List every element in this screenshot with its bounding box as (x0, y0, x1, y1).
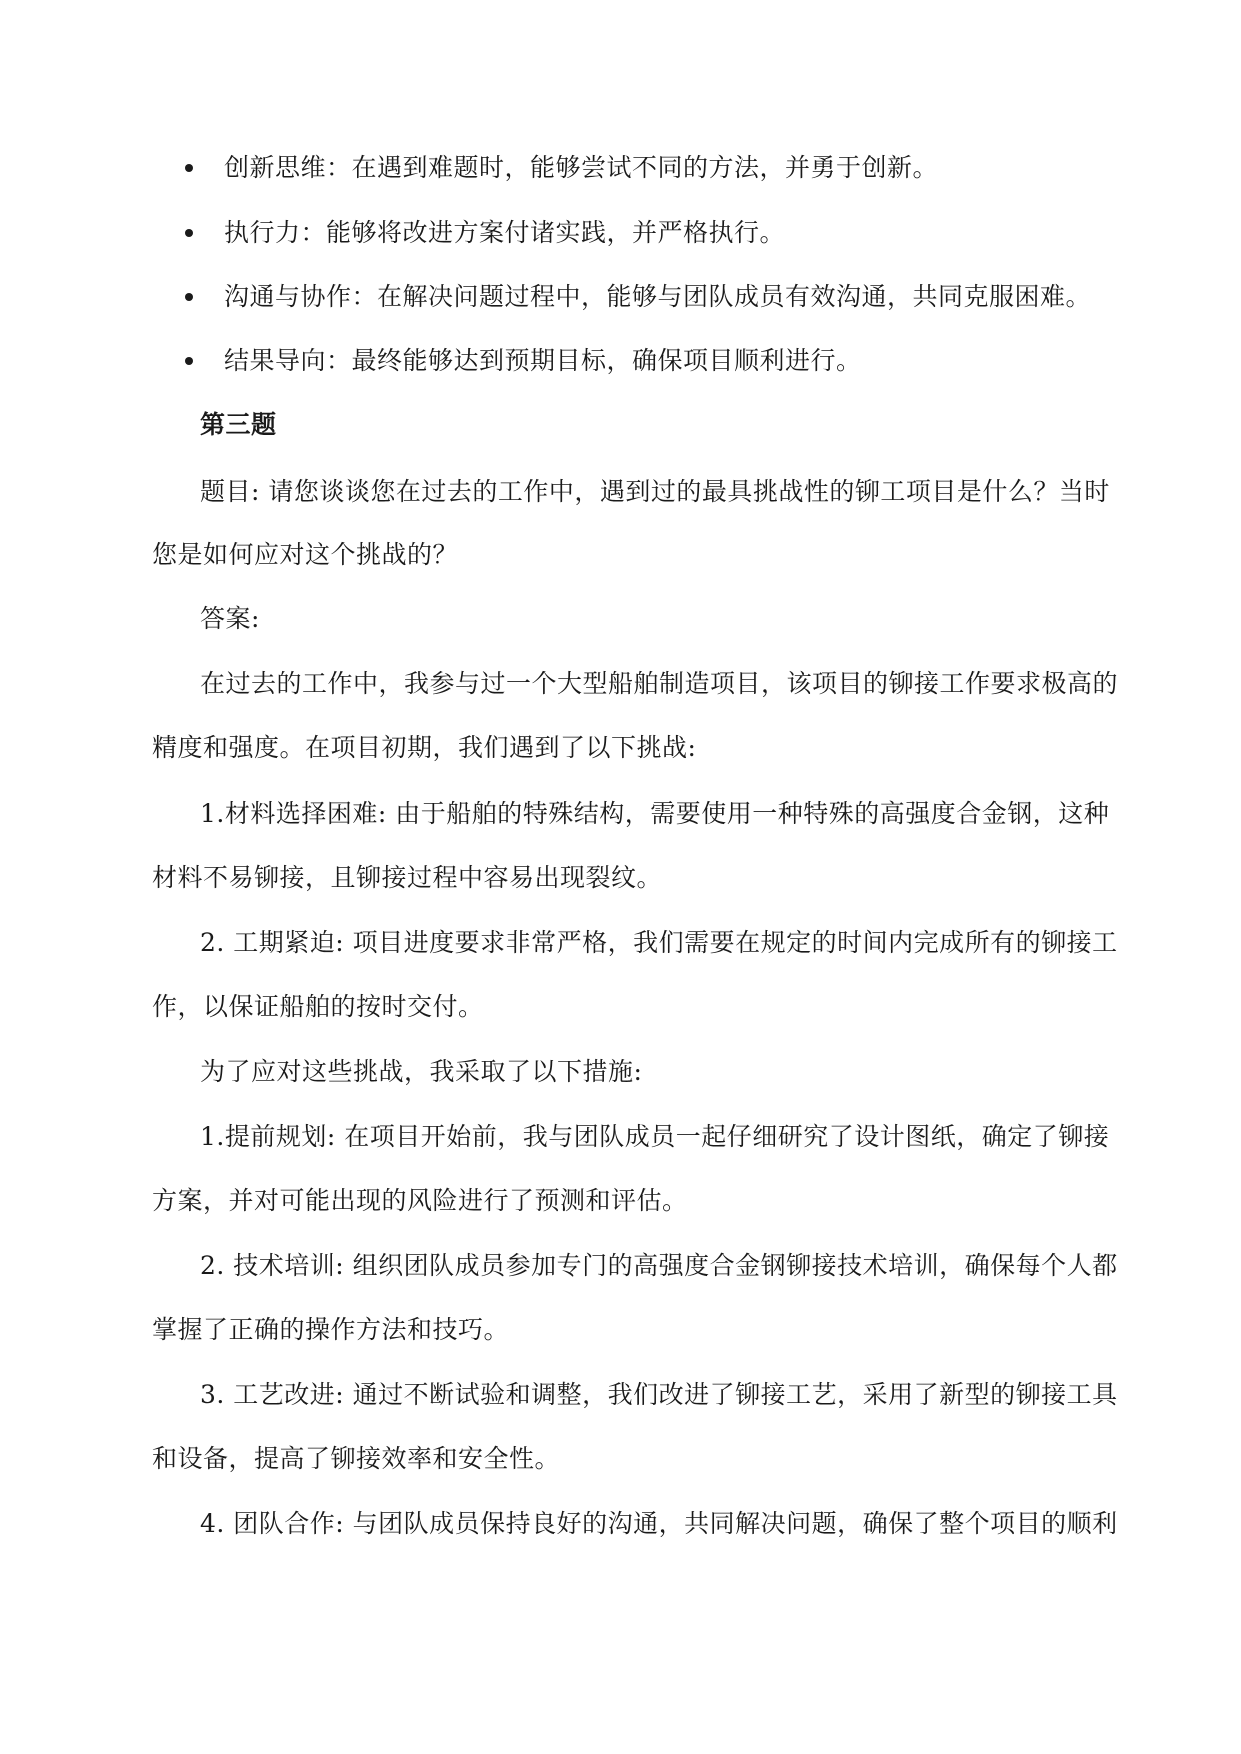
paragraph-line: 掌握了正确的操作方法和技巧。 (152, 1315, 510, 1344)
paragraph-line: 4. 团队合作: 与团队成员保持良好的沟通，共同解决问题，确保了整个项目的顺利 (200, 1509, 1118, 1538)
bullet-icon (185, 357, 193, 365)
bullet-text: 执行力：能够将改进方案付诸实践，并严格执行。 (224, 218, 786, 247)
paragraph-line: 1.材料选择困难: 由于船舶的特殊结构，需要使用一种特殊的高强度合金钢，这种 (200, 799, 1110, 828)
paragraph-line: 和设备，提高了铆接效率和安全性。 (152, 1444, 561, 1473)
paragraph-line: 3. 工艺改进: 通过不断试验和调整，我们改进了铆接工艺，采用了新型的铆接工具 (200, 1380, 1118, 1409)
bullet-icon (185, 293, 193, 301)
paragraph-line: 在过去的工作中，我参与过一个大型船舶制造项目，该项目的铆接工作要求极高的 (200, 669, 1119, 698)
paragraph-line: 题目: 请您谈谈您在过去的工作中，遇到过的最具挑战性的铆工项目是什么？当时 (200, 477, 1110, 506)
bullet-text: 创新思维：在遇到难题时，能够尝试不同的方法，并勇于创新。 (224, 153, 939, 182)
paragraph-line: 2. 工期紧迫: 项目进度要求非常严格，我们需要在规定的时间内完成所有的铆接工 (200, 928, 1118, 957)
measures-intro: 为了应对这些挑战，我采取了以下措施: (200, 1057, 643, 1086)
paragraph-line: 2. 技术培训: 组织团队成员参加专门的高强度合金钢铆接技术培训，确保每个人都 (200, 1251, 1118, 1280)
paragraph-line: 方案，并对可能出现的风险进行了预测和评估。 (152, 1186, 688, 1215)
paragraph-line: 精度和强度。在项目初期，我们遇到了以下挑战: (152, 733, 697, 762)
section-heading: 第三题 (200, 410, 277, 439)
bullet-text: 沟通与协作：在解决问题过程中，能够与团队成员有效沟通，共同克服困难。 (224, 282, 1092, 311)
paragraph-line: 材料不易铆接，且铆接过程中容易出现裂纹。 (152, 863, 663, 892)
paragraph-line: 您是如何应对这个挑战的？ (152, 540, 459, 569)
paragraph-line: 作，以保证船舶的按时交付。 (152, 992, 484, 1021)
bullet-icon (185, 164, 193, 172)
bullet-text: 结果导向：最终能够达到预期目标，确保项目顺利进行。 (224, 346, 862, 375)
bullet-icon (185, 229, 193, 237)
paragraph-line: 1.提前规划: 在项目开始前，我与团队成员一起仔细研究了设计图纸，确定了铆接 (200, 1122, 1110, 1151)
answer-label: 答案: (200, 604, 260, 633)
